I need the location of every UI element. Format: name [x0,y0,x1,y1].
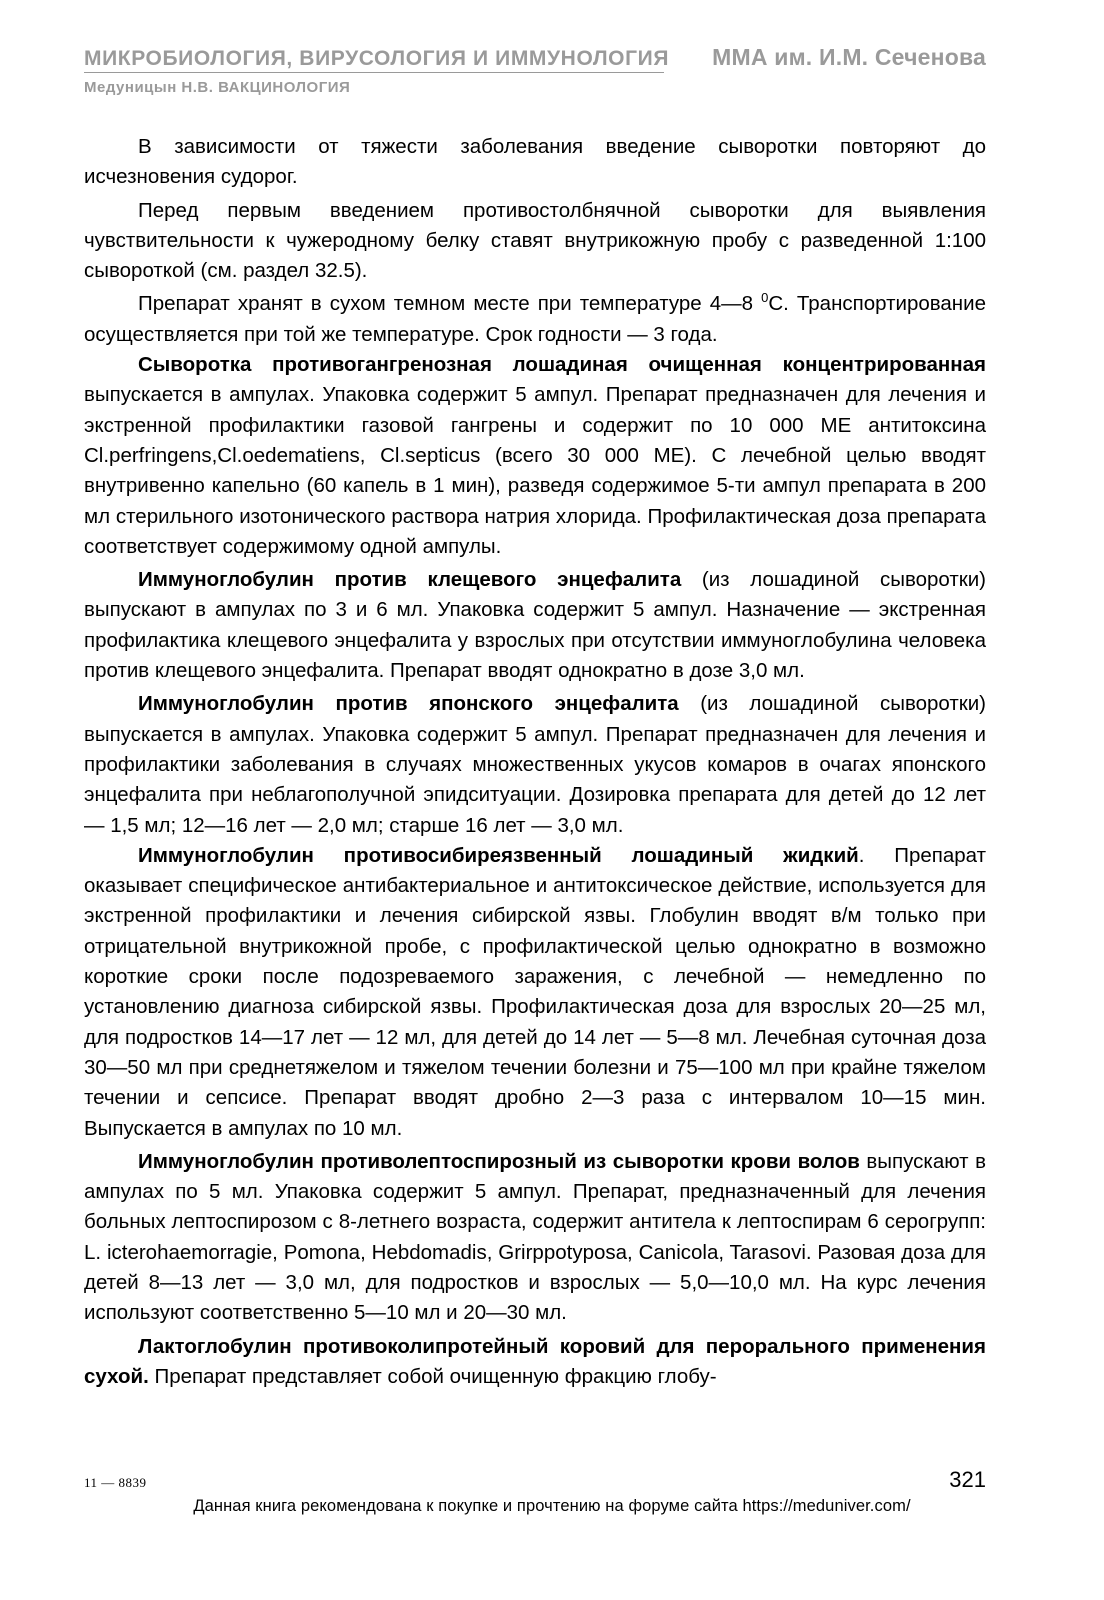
paragraph [84,1332,986,1393]
paragraph [84,1147,986,1329]
paragraph-text: Перед первым введением противостолбнячной сыворотки для выявления чувствительности к чужеродному белку ставят внутрикожную пробу с разведенной 1:100 сывороткой (см. раздел 32.5). [84,198,986,283]
paragraph-text: В зависимости от тяжести заболевания введение сыворотки повторяют до исчезновения судорог. [84,135,986,189]
paragraph [84,565,986,686]
paragraph-heading: Иммуноглобулин противолептоспирозный из сыворотки крови волов [138,1149,860,1173]
paragraph-heading: Сыворотка противогангренозная лошадиная очищенная концентрированная [138,353,986,377]
paragraph [84,689,986,840]
paragraph-text: Препарат представляет собой очищенную фракцию глобу- [148,1364,717,1388]
paragraph [84,289,986,350]
header-book-title: Медуницын Н.В. ВАКЦИНОЛОГИЯ [84,79,351,96]
degree-superscript: 0 [761,290,769,306]
paragraph-text: С. Транспортирование осуществляется при той же температуре. Срок годности — 3 года. [84,292,986,346]
paragraph-heading: Лактоглобулин противоколипротейный коровий для перорального применения сухой. [84,1334,986,1388]
paragraph [84,350,986,562]
paragraph-heading: Иммуноглобулин против японского энцефалита [138,692,679,716]
header-subject: МИКРОБИОЛОГИЯ, ВИРУСОЛОГИЯ И ИММУНОЛОГИЯ [84,47,670,70]
paragraph-text: (из лошадиной сыворотки) выпускают в ампулах по 3 и 6 мл. Упаковка содержит 5 ампул. Назначение — экстренная профилактика клещевого энцефалита у взрослых при отсутствии иммуноглобулина человека против клещевого энцефалита. Препарат вводят однократно в дозе 3,0 мл. [84,568,986,683]
paragraph [84,841,986,1144]
header-institution: ММА им. И.М. Сеченова [712,44,986,70]
site-footer-note: Данная книга рекомендована к покупке и прочтению на форуме сайта https://meduniver.com/ [193,1497,911,1515]
print-signature: 11 — 8839 [84,1475,147,1490]
running-header [84,44,986,71]
main-text [84,132,986,1392]
page-number: 321 [949,1467,986,1492]
paragraph-text: выпускается в ампулах. Упаковка содержит 5 ампул. Препарат предназначен для лечения и экстренной профилактики газовой гангрены и содержит по 10 000 МЕ антитоксина Cl.perfringens,Cl.oedematiens, Cl.septicus (всего 30 000 МЕ). С лечебной целью вводят внутривенно капельно (60 капель в 1 мин), разведя содержимое 5-ти ампул препарата в 200 мл стерильного изотонического раствора натрия хлорида. Профилактическая доза препарата соответствует содержимому одной ампулы. [84,383,986,558]
paragraph-text: . Препарат оказывает специфическое антибактериальное и антитоксическое действие, используется для экстренной профилактики и лечения сибирской язвы. Глобулин вводят в/м только при отрицательной внутрикожной пробе, с профилактической целью однократно в возможно короткие сроки после подозреваемого заражения, с лечебной — немедленно по установлению диагноза сибирской язвы. Профилактическая доза для взрослых 20—25 мл, для подростков 14—17 лет — 12 мл, для детей до 14 лет — 5—8 мл. Лечебная суточная доза 30—50 мл при среднетяжелом и тяжелом течении болезни и 75—100 мл при крайне тяжелом течении и сепсисе. Препарат вводят дробно 2—3 раза с интервалом 10—15 мин. Выпускается в ампулах по 10 мл. [84,843,987,1140]
paragraph-text: Препарат хранят в сухом темном месте при температуре 4—8 [138,292,762,316]
paragraph [84,196,986,287]
paragraph-heading: Иммуноглобулин против клещевого энцефалита [138,568,682,592]
paragraph-text: выпускают в ампулах по 5 мл. Упаковка содержит 5 ампул. Препарат, предназначенный для лечения больных лептоспирозом с 8-летнего возраста, содержит антитела к лептоспирам 6 серогрупп: L. icterohaemorragie, Pomona, Hebdomadis, Grirppotyposa, Canicola, Tarasovi. Разовая доза для детей 8—13 лет — 3,0 мл, для подростков и взрослых — 5,0—10,0 мл. На курс лечения используют соответственно 5—10 мл и 20—30 мл. [84,1149,986,1325]
paragraph-heading: Иммуноглобулин противосибиреязвенный лошадиный жидкий [138,843,859,867]
paragraph-text: (из лошадиной сыворотки) выпускается в ампулах. Упаковка содержит 5 ампул. Препарат предназначен для лечения и профилактики заболевания в случаях множественных укусов комаров в очагах японского энцефалита при неблагополучной эпидситуации. Дозировка препарата для детей до 12 лет — 1,5 мл; 12—16 лет — 2,0 мл; старше 16 лет — 3,0 мл. [84,692,986,837]
paragraph [84,132,986,193]
header-rule [84,72,664,73]
